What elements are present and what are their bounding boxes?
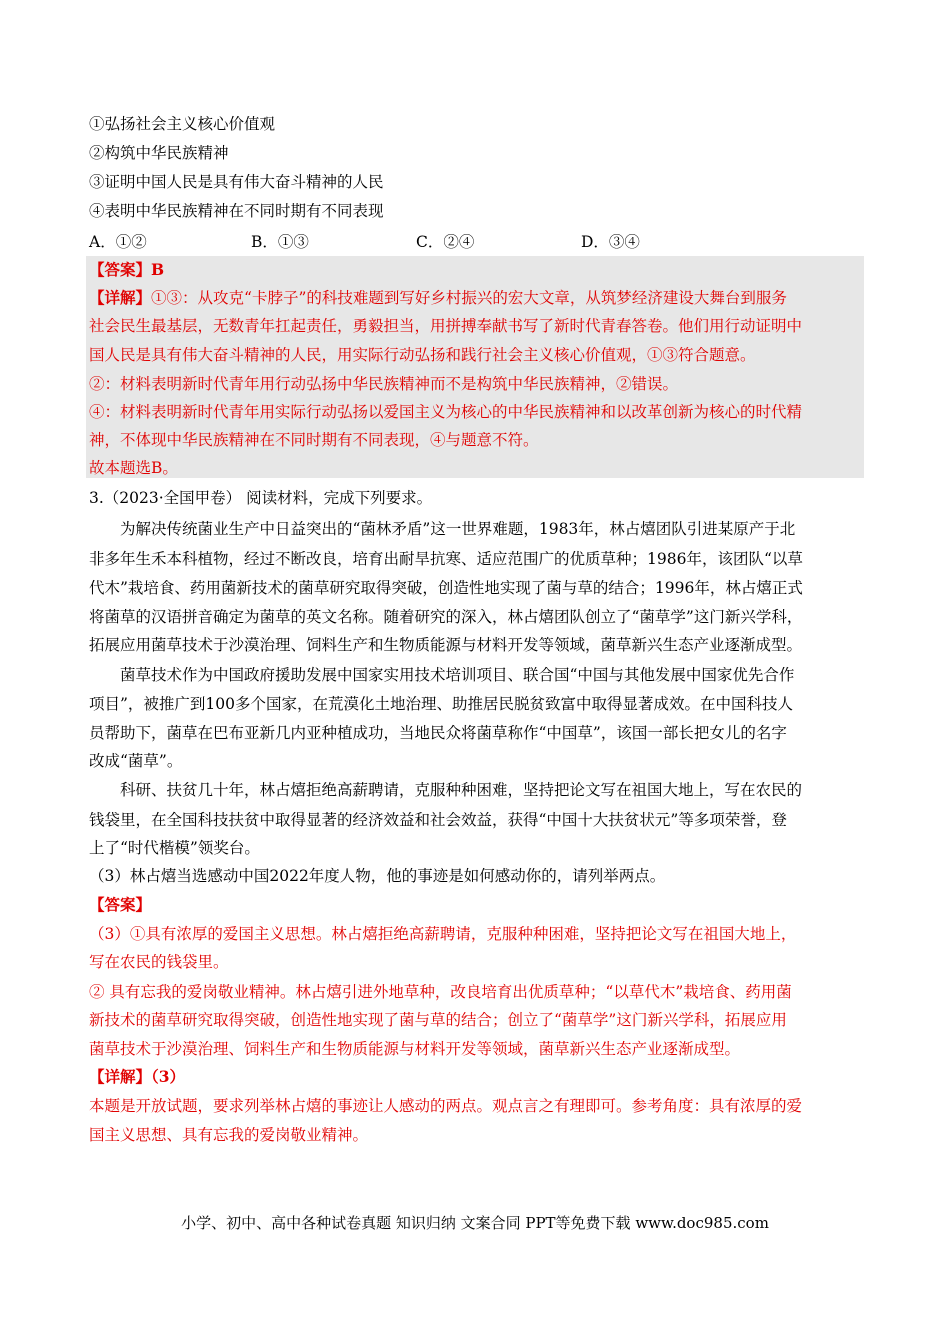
detail-line-3: 国人民是具有伟大奋斗精神的人民，用实际行动弘扬和践行社会主义核心价值观，①③符合题意。 bbox=[89, 346, 756, 364]
paragraph1-line-3: 代木”栽培食、药用菌新技术的菌草研究取得突破，创造性地实现了菌与草的结合；1996年，林占熺正式 bbox=[89, 579, 803, 597]
sub-question: （3）林占熺当选感动中国2022年度人物，他的事迹是如何感动你的，请列举两点。 bbox=[89, 867, 666, 885]
answer-line-3: ② 具有忘我的爱岗敬业精神。林占熺引进外地草种，改良培育出优质草种；“以草代木”栽培食、药用菌 bbox=[89, 983, 792, 1001]
paragraph1-line-5: 拓展应用菌草技术于沙漠治理、饲料生产和生物质能源与材料开发等领域，菌草新兴生态产业逐渐成型。 bbox=[89, 636, 803, 654]
detail-label: 【详解】 bbox=[89, 288, 152, 307]
answer-label: 【答案】B bbox=[89, 260, 165, 279]
option-d: D．③④ bbox=[581, 233, 640, 251]
answer-label-q3: 【答案】 bbox=[89, 895, 152, 914]
detail-line-4: ②：材料表明新时代青年用行动弘扬中华民族精神而不是构筑中华民族精神，②错误。 bbox=[89, 375, 679, 393]
statement-3: ③证明中国人民是具有伟大奋斗精神的人民 bbox=[89, 173, 384, 191]
answer-line-4: 新技术的菌草研究取得突破，创造性地实现了菌与草的结合；创立了“菌草学”这门新兴学科，拓展应用 bbox=[89, 1011, 787, 1029]
paragraph1-line-2: 非多年生禾本科植物，经过不断改良，培育出耐旱抗寒、适应范围广的优质草种；1986年，该团队“以草 bbox=[89, 550, 803, 568]
page-footer: 小学、初中、高中各种试卷真题 知识归纳 文案合同 PPT等免费下载 www.doc985.com bbox=[181, 1214, 769, 1232]
statement-2: ②构筑中华民族精神 bbox=[89, 144, 229, 162]
paragraph2-line-4: 改成“菌草”。 bbox=[89, 752, 183, 770]
paragraph2-line-2: 项目”，被推广到100多个国家，在荒漠化土地治理、助推居民脱贫致富中取得显著成效。在中国科技人 bbox=[89, 695, 794, 713]
paragraph2-line-1: 菌草技术作为中国政府援助发展中国家实用技术培训项目、联合国“中国与其他发展中国家优先合作 bbox=[120, 666, 795, 684]
option-a: A．①② bbox=[89, 233, 147, 251]
paragraph1-line-4: 将菌草的汉语拼音确定为菌草的英文名称。随着研究的深入，林占熺团队创立了“菌草学”这门新兴学科， bbox=[89, 608, 803, 626]
detail-line-5: ④：材料表明新时代青年用实际行动弘扬以爱国主义为核心的中华民族精神和以改革创新为核心的时代精 bbox=[89, 403, 803, 421]
paragraph2-line-3: 员帮助下，菌草在巴布亚新几内亚种植成功，当地民众将菌草称作“中国草”，该国一部长把女儿的名字 bbox=[89, 724, 787, 742]
option-b: B．①③ bbox=[251, 233, 309, 251]
detail-line-2: 社会民生最基层，无数青年扛起责任，勇毅担当，用拼搏奉献书写了新时代青春答卷。他们用行动证明中 bbox=[89, 317, 803, 335]
detail-line-7: 故本题选B。 bbox=[89, 459, 178, 477]
statement-1: ①弘扬社会主义核心价值观 bbox=[89, 115, 276, 133]
paragraph3-line-3: 上了“时代楷模”领奖台。 bbox=[89, 839, 260, 857]
paragraph1-line-1: 为解决传统菌业生产中日益突出的“菌林矛盾”这一世界难题，1983年，林占熺团队引进某原产于北 bbox=[120, 520, 796, 538]
detail-q3-line-1: 本题是开放试题，要求列举林占熺的事迹让人感动的两点。观点言之有理即可。参考角度：具有浓厚的爱 bbox=[89, 1097, 803, 1115]
answer-line-5: 菌草技术于沙漠治理、饲料生产和生物质能源与材料开发等领域，菌草新兴生态产业逐渐成型。 bbox=[89, 1040, 741, 1058]
detail-q3-line-2: 国主义思想、具有忘我的爱岗敬业精神。 bbox=[89, 1126, 369, 1144]
answer-line-2: 写在农民的钱袋里。 bbox=[89, 953, 229, 971]
paragraph3-line-2: 钱袋里，在全国科技扶贫中取得显著的经济效益和社会效益，获得“中国十大扶贫状元”等多项荣誉，登 bbox=[89, 811, 787, 829]
detail-line-1 bbox=[89, 284, 787, 312]
detail-line-6: 神，不体现中华民族精神在不同时期有不同表现，④与题意不符。 bbox=[89, 431, 539, 449]
paragraph3-line-1: 科研、扶贫几十年，林占熺拒绝高薪聘请，克服种种困难，坚持把论文写在祖国大地上，写在农民的 bbox=[120, 781, 803, 799]
option-c: C．②④ bbox=[416, 233, 475, 251]
detail-text: ①③：从攻克“卡脖子”的科技难题到写好乡村振兴的宏大文章，从筑梦经济建设大舞台到服务 bbox=[151, 289, 787, 307]
detail-label-q3: 【详解】（3） bbox=[89, 1067, 186, 1086]
question3-header: 3.（2023·全国甲卷） 阅读材料，完成下列要求。 bbox=[89, 489, 433, 507]
statement-4: ④表明中华民族精神在不同时期有不同表现 bbox=[89, 202, 384, 220]
answer-line-1: （3）①具有浓厚的爱国主义思想。林占熺拒绝高薪聘请，克服种种困难，坚持把论文写在祖国大地上， bbox=[89, 925, 797, 943]
